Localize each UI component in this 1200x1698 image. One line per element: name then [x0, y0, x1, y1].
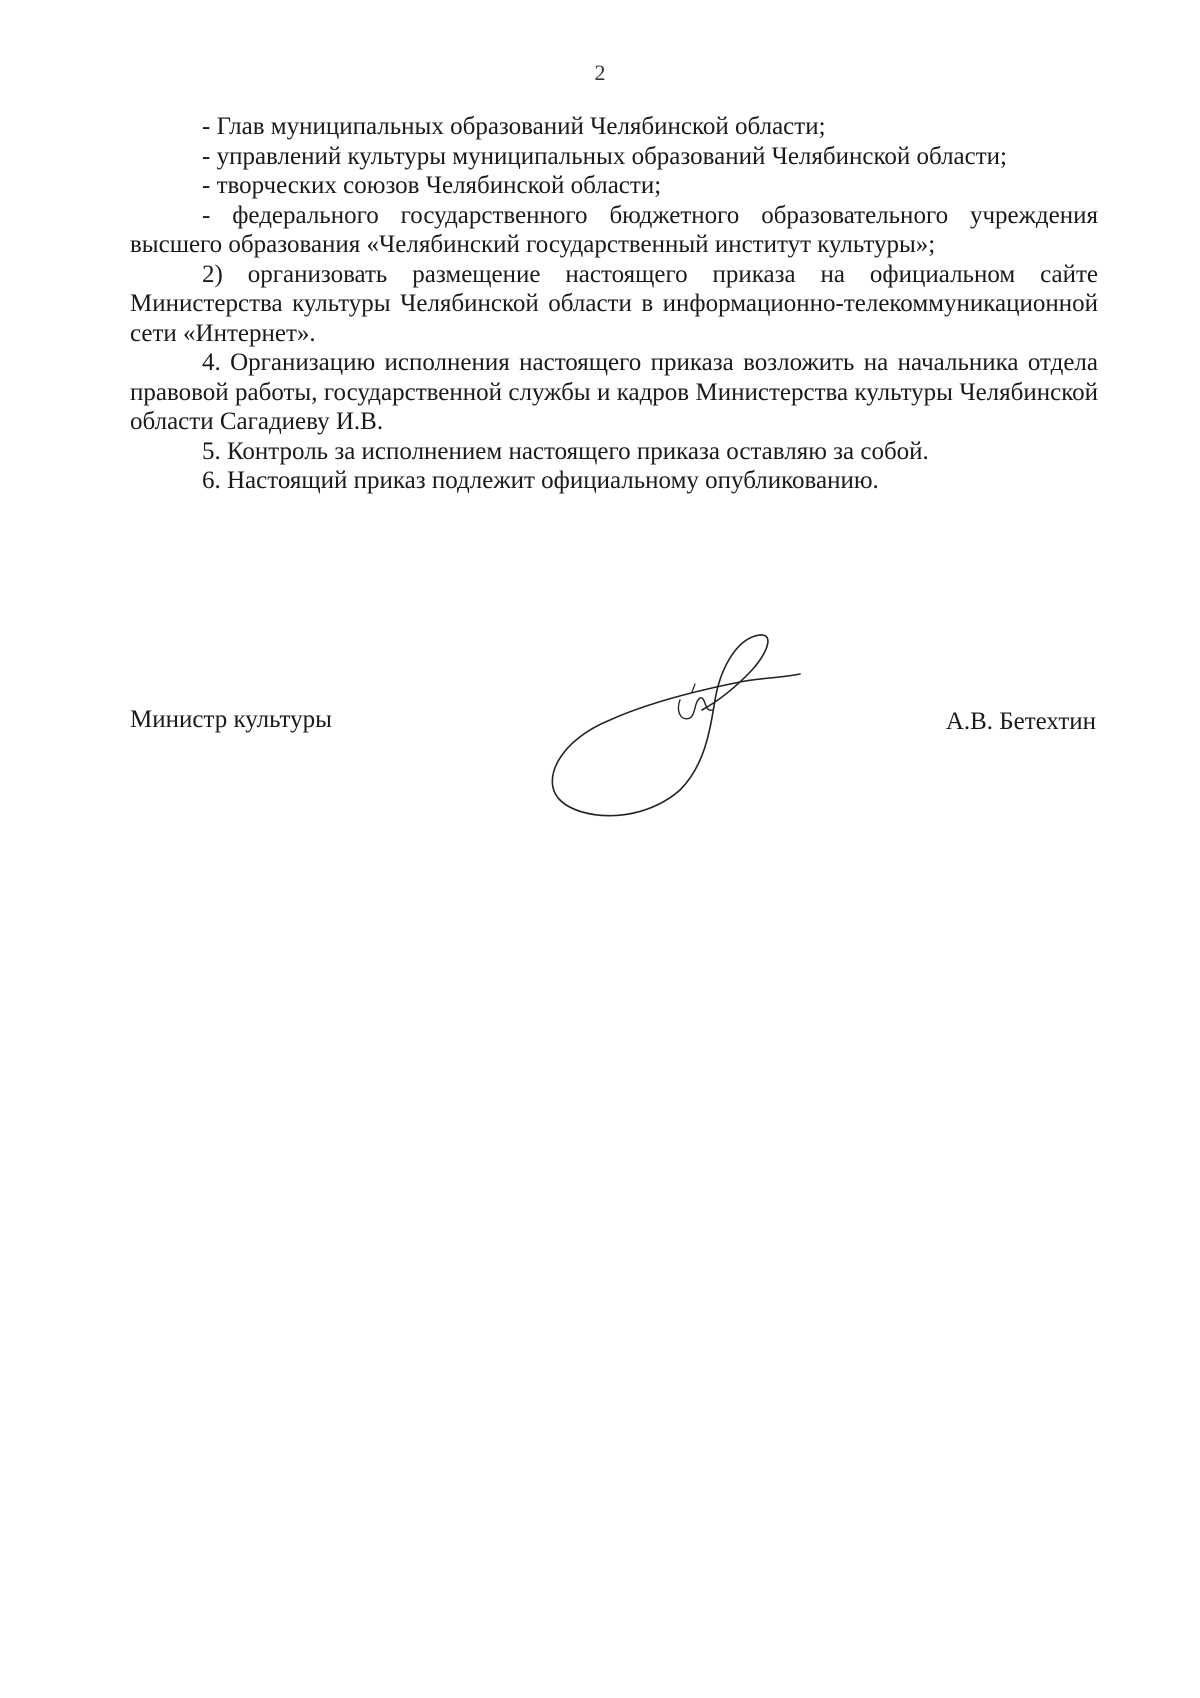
- paragraph: 2) организовать размещение настоящего приказа на официальном сайте Министерства культуры Челябинской области в информационно-телекоммуникационной сети «Интернет».: [130, 260, 1098, 347]
- paragraph: - управлений культуры муниципальных образований Челябинской области;: [202, 142, 1007, 170]
- handwritten-signature: [530, 630, 830, 830]
- document-body: [130, 112, 1098, 496]
- paragraph: 5. Контроль за исполнением настоящего приказа оставляю за собой.: [202, 437, 929, 465]
- paragraph: 6. Настоящий приказ подлежит официальному опубликованию.: [202, 467, 879, 494]
- paragraph: - творческих союзов Челябинской области;: [202, 172, 662, 199]
- paragraph: - федерального государственного бюджетного образовательного учреждения высшего образования «Челябинский государственный институт культуры»;: [130, 201, 1098, 258]
- page-number: 2: [594, 60, 606, 85]
- signatory-name: А.В. Бетехтин: [945, 708, 1096, 735]
- paragraph: - Глав муниципальных образований Челябинской области;: [202, 113, 826, 140]
- signatory-position: Министр культуры: [130, 706, 332, 733]
- paragraph: 4. Организацию исполнения настоящего приказа возложить на начальника отдела правовой работы, государственной службы и кадров Министерства культуры Челябинской области Сагадиеву И.В.: [130, 349, 1098, 435]
